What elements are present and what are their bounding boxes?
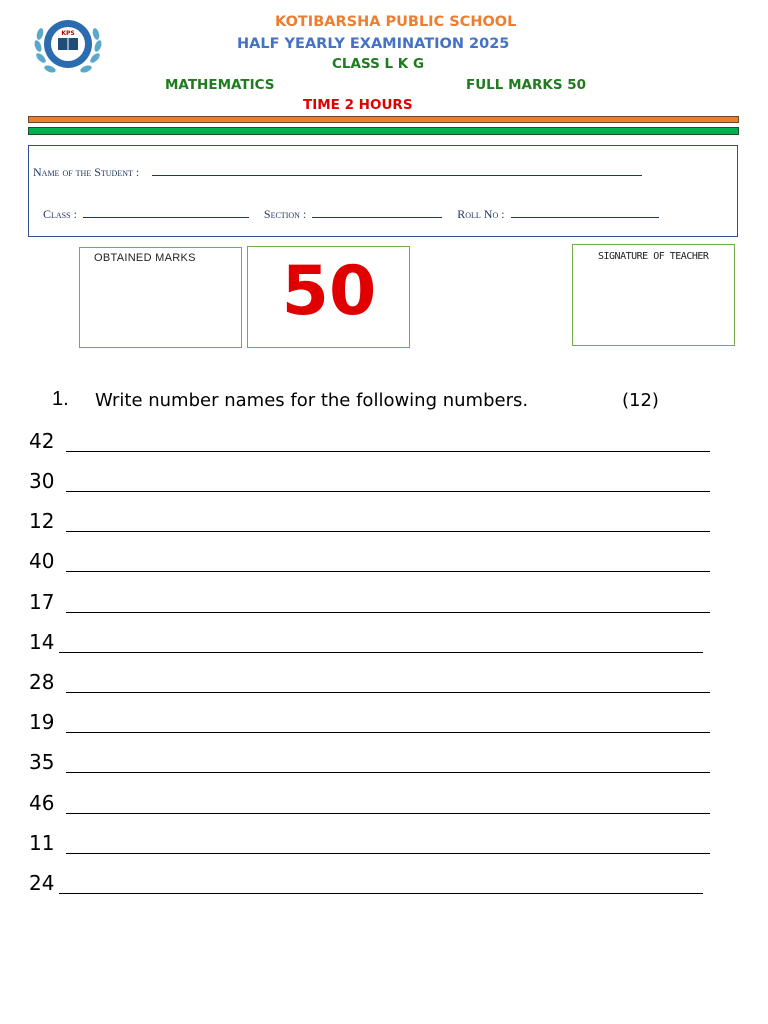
exam-title: HALF YEARLY EXAMINATION 2025 — [237, 36, 510, 52]
divider-green — [28, 127, 739, 135]
student-name-row — [33, 165, 642, 180]
answer-row — [29, 509, 729, 539]
school-logo — [28, 14, 108, 78]
number-label: 42 — [29, 429, 55, 453]
roll-label: Roll No : — [457, 207, 505, 221]
class-label: Class : — [43, 207, 77, 221]
roll-field[interactable] — [511, 207, 659, 218]
full-marks: FULL MARKS 50 — [466, 77, 587, 93]
answer-row — [29, 429, 729, 459]
answer-row — [29, 710, 729, 740]
section-label: Section : — [263, 207, 307, 221]
answer-row — [29, 590, 729, 620]
question-marks: (12) — [622, 390, 659, 411]
signature-label: SIGNATURE OF TEACHER — [598, 251, 709, 262]
answer-row — [29, 871, 729, 901]
school-name: KOTIBARSHA PUBLIC SCHOOL — [275, 14, 517, 30]
answer-line[interactable] — [66, 451, 710, 452]
class-line: CLASS L K G — [332, 56, 425, 72]
number-label: 14 — [29, 630, 55, 654]
answer-line[interactable] — [66, 853, 710, 854]
answer-line[interactable] — [66, 692, 710, 693]
section-field[interactable] — [312, 207, 442, 218]
answer-line[interactable] — [66, 531, 710, 532]
answer-row — [29, 670, 729, 700]
subject-name: MATHEMATICS — [165, 77, 275, 93]
answer-row — [29, 549, 729, 579]
answer-line[interactable] — [66, 612, 710, 613]
answer-row — [29, 791, 729, 821]
answer-row — [29, 750, 729, 780]
class-field[interactable] — [83, 207, 249, 218]
answer-line[interactable] — [66, 813, 710, 814]
answer-line[interactable] — [59, 893, 703, 894]
number-label: 30 — [29, 469, 55, 493]
question-number: 1. — [52, 388, 69, 410]
answer-row — [29, 630, 729, 660]
exam-time: TIME 2 HOURS — [303, 97, 413, 113]
answer-line[interactable] — [66, 571, 710, 572]
obtained-marks-label: OBTAINED MARKS — [94, 252, 196, 264]
answer-line[interactable] — [66, 772, 710, 773]
number-label: 46 — [29, 791, 55, 815]
class-section-roll-row — [43, 207, 659, 222]
student-info-box — [28, 145, 738, 237]
number-label: 17 — [29, 590, 55, 614]
number-label: 19 — [29, 710, 55, 734]
score-value: 50 — [281, 252, 377, 331]
answer-line[interactable] — [59, 652, 703, 653]
divider-orange — [28, 116, 739, 123]
answer-row — [29, 831, 729, 861]
student-name-label: Name of the Student : — [33, 165, 140, 179]
number-label: 35 — [29, 750, 55, 774]
number-label: 12 — [29, 509, 55, 533]
number-label: 28 — [29, 670, 55, 694]
answer-line[interactable] — [66, 491, 710, 492]
svg-text:KPS: KPS — [61, 30, 75, 37]
answer-line[interactable] — [66, 732, 710, 733]
answer-row — [29, 469, 729, 499]
student-name-field[interactable] — [152, 165, 642, 176]
question-text: Write number names for the following numbers. — [95, 390, 529, 411]
number-label: 24 — [29, 871, 55, 895]
number-label: 40 — [29, 549, 55, 573]
number-label: 11 — [29, 831, 55, 855]
